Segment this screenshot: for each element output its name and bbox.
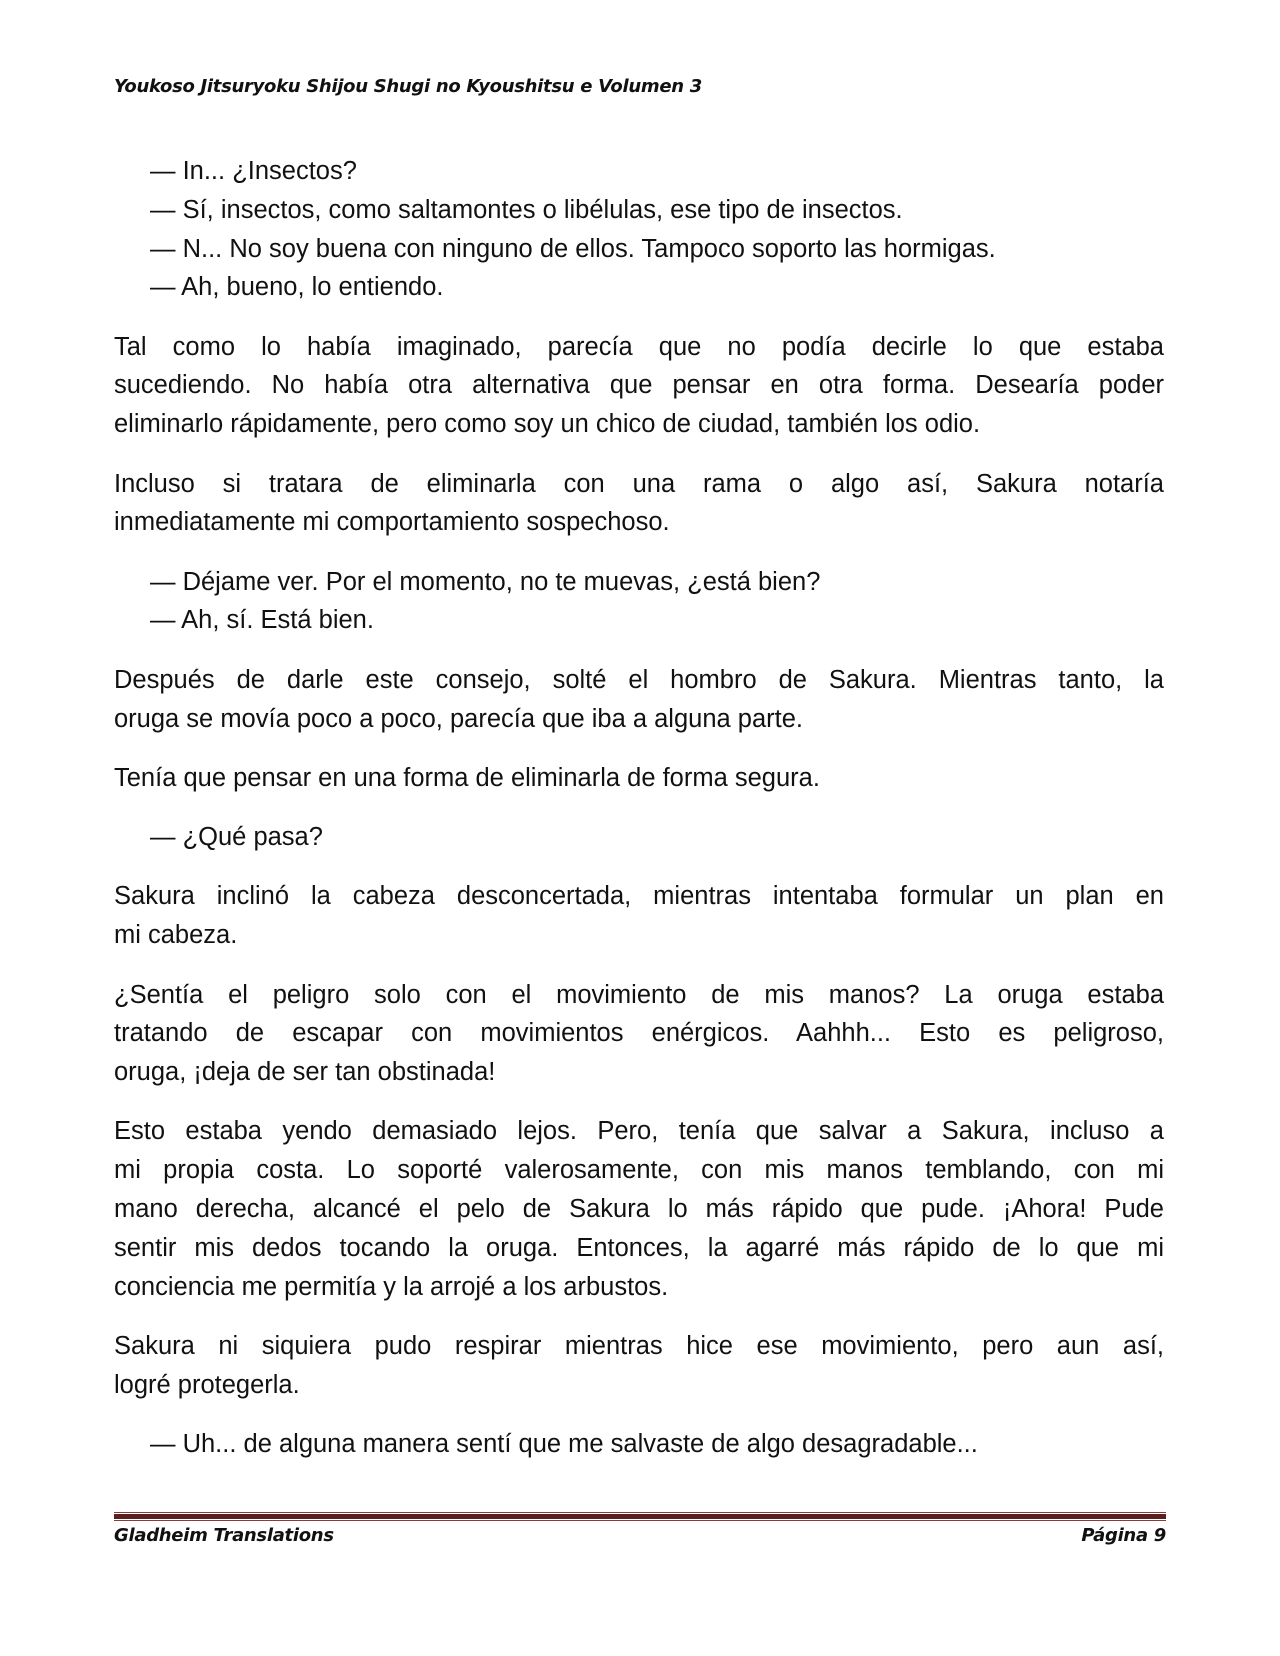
page-body xyxy=(114,152,1164,1484)
dialogue-block xyxy=(114,1425,1164,1464)
text-line: mano derecha, alcancé el pelo de Sakura lo más rápido que pude. ¡Ahora! Pude xyxy=(114,1195,1164,1224)
paragraph xyxy=(114,976,1164,1092)
text-line: oruga, ¡deja de ser tan obstinada! xyxy=(114,1058,496,1087)
text-line: Tal como lo había imaginado, parecía que no podía decirle lo que estaba xyxy=(114,332,1164,361)
text-line: tratando de escapar con movimientos enérgicos. Aahhh... Esto es peligroso, xyxy=(114,1019,1164,1048)
text-line: inmediatamente mi comportamiento sospechoso. xyxy=(114,508,670,537)
running-header: Youkoso Jitsuryoku Shijou Shugi no Kyoushitsu e Volumen 3 xyxy=(114,76,702,97)
dialogue-line: — In... ¿Insectos? xyxy=(150,157,357,185)
text-line: Después de darle este consejo, solté el hombro de Sakura. Mientras tanto, la xyxy=(114,665,1164,694)
text-line: conciencia me permitía y la arrojé a los arbustos. xyxy=(114,1272,669,1301)
text-line: ¿Sentía el peligro solo con el movimiento de mis manos? La oruga estaba xyxy=(114,980,1164,1009)
text-line: mi propia costa. Lo soporté valerosamente, con mis manos temblando, con mi xyxy=(114,1156,1164,1185)
text-line: Sakura ni siquiera pudo respirar mientras hice ese movimiento, pero aun así, xyxy=(114,1331,1164,1360)
text-line: mi cabeza. xyxy=(114,921,238,950)
dialogue-line: — Ah, sí. Está bien. xyxy=(150,606,374,635)
paragraph xyxy=(114,328,1164,444)
dialogue-line: — N... No soy buena con ninguno de ellos. Tampoco soporto las hormigas. xyxy=(150,234,996,263)
text-line: Tenía que pensar en una forma de eliminarla de forma segura. xyxy=(114,763,820,792)
text-line: eliminarlo rápidamente, pero como soy un chico de ciudad, también los odio. xyxy=(114,410,981,439)
dialogue-line: — Sí, insectos, como saltamontes o libélulas, ese tipo de insectos. xyxy=(150,195,903,224)
dialogue-line: — Uh... de alguna manera sentí que me salvaste de algo desagradable... xyxy=(150,1430,978,1459)
text-line: logré protegerla. xyxy=(114,1370,300,1399)
dialogue-line: — Déjame ver. Por el momento, no te muevas, ¿está bien? xyxy=(150,567,821,596)
paragraph xyxy=(114,465,1164,543)
dialogue-block xyxy=(114,563,1164,641)
dialogue-block xyxy=(114,152,1164,307)
text-line: sentir mis dedos tocando la oruga. Entonces, la agarré más rápido de lo que mi xyxy=(114,1233,1164,1262)
paragraph xyxy=(114,759,1164,798)
text-line: sucediendo. No había otra alternativa que pensar en otra forma. Desearía poder xyxy=(114,371,1164,400)
dialogue-block xyxy=(114,818,1164,857)
text-line: Sakura inclinó la cabeza desconcertada, mientras intentaba formular un plan en xyxy=(114,882,1164,911)
dialogue-line: — ¿Qué pasa? xyxy=(150,823,323,852)
paragraph xyxy=(114,661,1164,739)
dialogue-line: — Ah, bueno, lo entiendo. xyxy=(150,273,444,302)
paragraph xyxy=(114,877,1164,955)
footer-translator: Gladheim Translations xyxy=(114,1525,334,1546)
paragraph xyxy=(114,1112,1164,1306)
footer-page-number: Página 9 xyxy=(1081,1525,1166,1546)
text-line: Esto estaba yendo demasiado lejos. Pero, tenía que salvar a Sakura, incluso a xyxy=(114,1117,1164,1146)
paragraph xyxy=(114,1327,1164,1405)
text-line: oruga se movía poco a poco, parecía que iba a alguna parte. xyxy=(114,704,803,733)
footer-divider xyxy=(114,1512,1166,1521)
text-line: Incluso si tratara de eliminarla con una rama o algo así, Sakura notaría xyxy=(114,469,1164,498)
